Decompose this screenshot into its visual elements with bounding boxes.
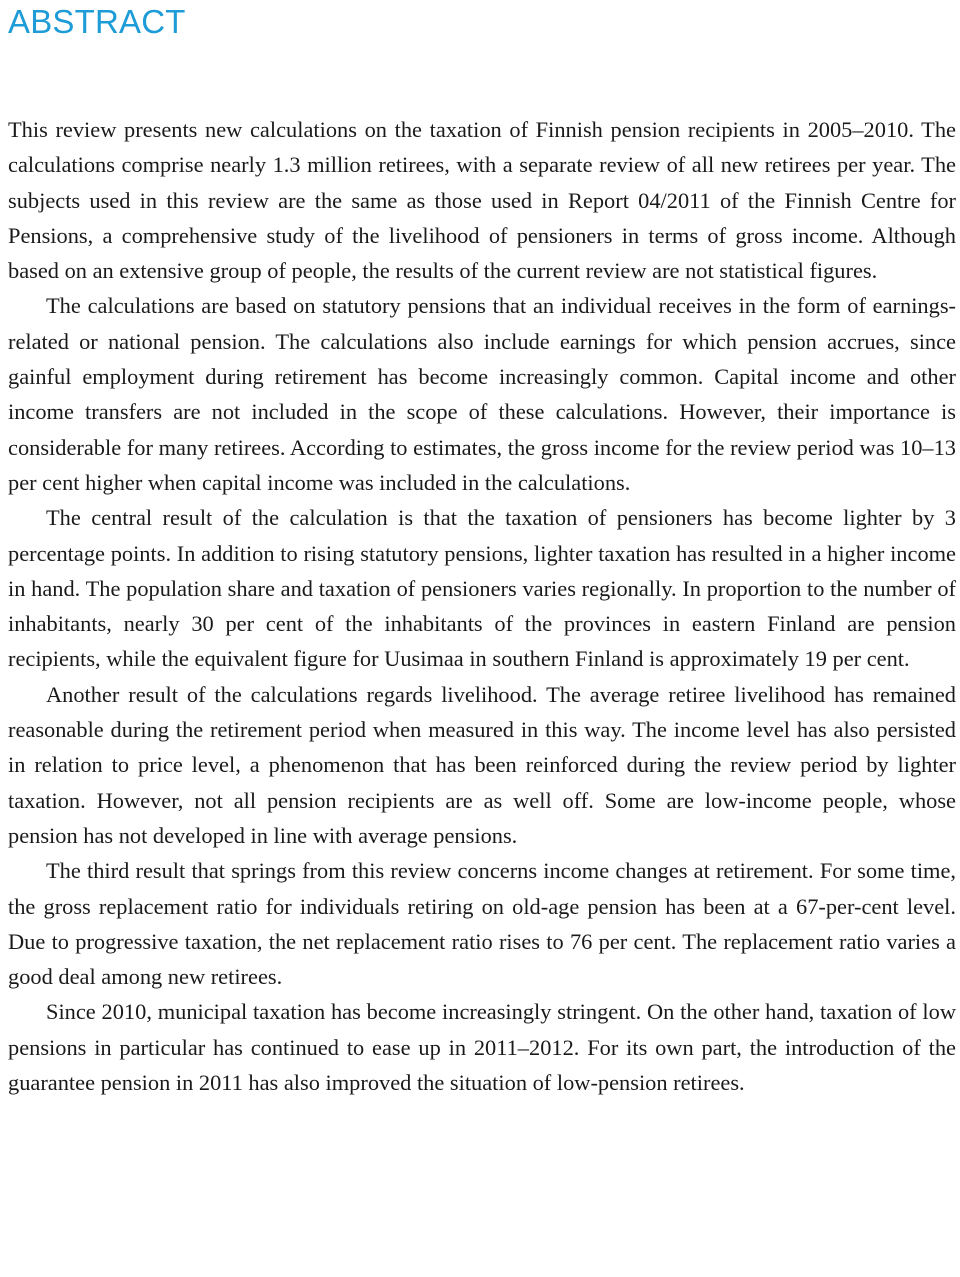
paragraph-replacement-ratio: The third result that springs from this review concerns income changes at retirement. For some time, the gross replacement ratio for individuals retiring on old-age pension has been at a 67-per-cent level. Due to progressive taxation, the net replacement ratio rises to 76 per cent. The replacement ratio varies a good deal among new retirees. [8,858,956,990]
abstract-body [8,112,956,1100]
paragraph-municipal-taxation: Since 2010, municipal taxation has become increasingly stringent. On the other hand, taxation of low pensions in particular has continued to ease up in 2011–2012. For its own part, the introduction of the guarantee pension in 2011 has also improved the situation of low-pension retirees. [8,999,956,1096]
paragraph-central-result: The central result of the calculation is that the taxation of pensioners has become lighter by 3 percentage points. In addition to rising statutory pensions, lighter taxation has resulted in a higher income in hand. The population share and taxation of pensioners varies regionally. In proportion to the number of inhabitants, nearly 30 per cent of the inhabitants of the provinces in eastern Finland are pension recipients, while the equivalent figure for Uusimaa in southern Finland is approximately 19 per cent. [8,505,956,672]
paragraph-livelihood: Another result of the calculations regards livelihood. The average retiree livelihood has remained reasonable during the retirement period when measured in this way. The income level has also persisted in relation to price level, a phenomenon that has been reinforced during the review period by lighter taxation. However, not all pension recipients are as well off. Some are low-income people, whose pension has not developed in line with average pensions. [8,681,956,848]
section-heading: ABSTRACT [8,3,186,40]
paragraph-calculations-basis: The calculations are based on statutory pensions that an individual receives in the form of earnings-related or national pension. The calculations also include earnings for which pension accrues, since gainful employment during retirement has become increasingly common. Capital income and other income transfers are not included in the scope of these calculations. However, their importance is considerable for many retirees. According to estimates, the gross income for the review period was 10–13 per cent higher when capital income was included in the calculations. [8,293,956,495]
paragraph-intro: This review presents new calculations on the taxation of Finnish pension recipients in 2005–2010. The calculations comprise nearly 1.3 million retirees, with a separate review of all new retirees per year. The subjects used in this review are the same as those used in Report 04/2011 of the Finnish Centre for Pensions, a comprehensive study of the livelihood of pensioners in terms of gross income. Although based on an extensive group of people, the results of the current review are not statistical figures. [8,117,956,284]
